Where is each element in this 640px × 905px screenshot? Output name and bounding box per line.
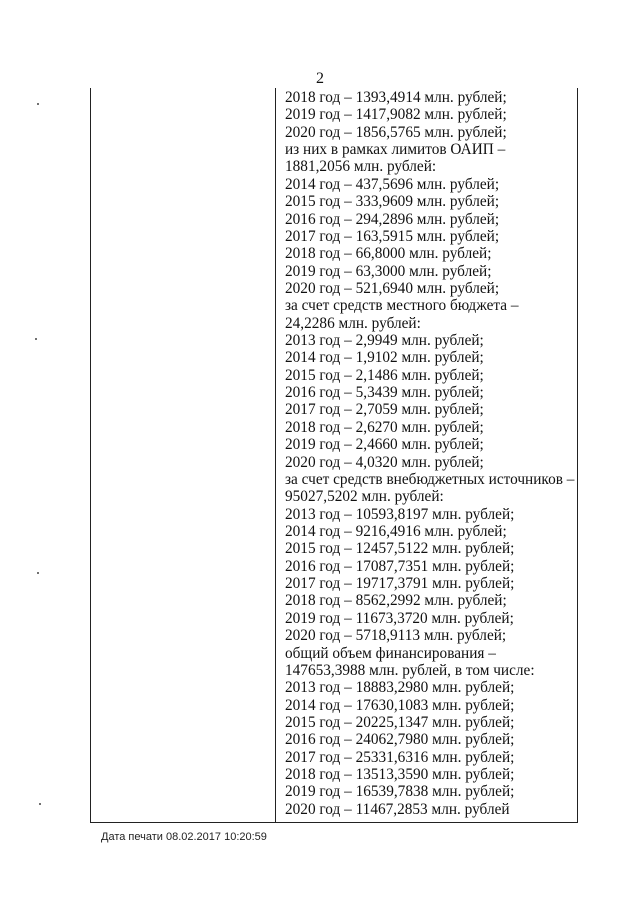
funding-details-cell	[285, 89, 577, 818]
column-divider	[275, 88, 276, 822]
funding-line: 2017 год – 25331,6316 млн. рублей;	[285, 748, 515, 766]
funding-line: 2019 год – 16539,7838 млн. рублей;	[285, 783, 515, 801]
funding-line: 2020 год – 11467,2853 млн. рублей	[285, 800, 510, 818]
funding-line: 2019 год – 11673,3720 млн. рублей;	[285, 609, 514, 627]
funding-line: 2017 год – 2,7059 млн. рублей;	[285, 401, 484, 419]
funding-line: 2018 год – 1393,4914 млн. рублей;	[285, 89, 507, 106]
funding-line: 2020 год – 4,0320 млн. рублей;	[285, 453, 484, 471]
funding-line: 2018 год – 8562,2992 млн. рублей;	[285, 592, 507, 610]
funding-line: 2014 год – 9216,4916 млн. рублей;	[285, 522, 507, 540]
funding-line: за счет средств местного бюджета –	[285, 297, 519, 315]
funding-line: 2020 год – 1856,5765 млн. рублей;	[285, 123, 507, 141]
funding-line: 2013 год – 2,9949 млн. рублей;	[285, 332, 484, 350]
funding-line: 147653,3988 млн. рублей, в том числе:	[285, 661, 535, 679]
funding-line: 2016 год – 5,3439 млн. рублей;	[285, 384, 484, 402]
scan-speck	[37, 572, 39, 574]
page-number: 2	[316, 70, 324, 87]
funding-line: 2014 год – 437,5696 млн. рублей;	[285, 175, 500, 193]
funding-line: 95027,5202 млн. рублей:	[285, 488, 444, 506]
funding-line: 2015 год – 12457,5122 млн. рублей;	[285, 540, 515, 558]
funding-line: 2019 год – 2,4660 млн. рублей;	[285, 436, 484, 454]
funding-line: 2019 год – 63,3000 млн. рублей;	[285, 262, 492, 280]
funding-line: 2015 год – 333,9609 млн. рублей;	[285, 193, 500, 211]
funding-line: за счет средств внебюджетных источников –	[285, 470, 575, 488]
funding-line: 2015 год – 20225,1347 млн. рублей;	[285, 713, 515, 731]
funding-line: 2016 год – 17087,7351 млн. рублей;	[285, 557, 515, 575]
funding-line: 2014 год – 1,9102 млн. рублей;	[285, 349, 484, 367]
funding-line: 2013 год – 18883,2980 млн. рублей;	[285, 679, 515, 697]
funding-line: 24,2286 млн. рублей:	[285, 314, 421, 332]
scan-speck	[37, 103, 39, 105]
funding-line: 2016 год – 24062,7980 млн. рублей;	[285, 731, 515, 749]
funding-line: 2020 год – 521,6940 млн. рублей;	[285, 279, 500, 297]
funding-line: 2015 год – 2,1486 млн. рублей;	[285, 366, 484, 384]
funding-line: 2018 год – 2,6270 млн. рублей;	[285, 418, 484, 436]
scan-speck	[35, 338, 37, 340]
funding-line: из них в рамках лимитов ОАИП –	[285, 141, 506, 159]
funding-line: 2014 год – 17630,1083 млн. рублей;	[285, 696, 515, 714]
funding-line: общий объем финансирования –	[285, 644, 496, 662]
funding-table	[90, 88, 578, 823]
funding-line: 1881,2056 млн. рублей:	[285, 158, 437, 176]
scan-speck	[39, 803, 41, 805]
funding-line: 2013 год – 10593,8197 млн. рублей;	[285, 505, 515, 523]
funding-line: 2018 год – 13513,3590 млн. рублей;	[285, 766, 515, 784]
print-date: Дата печати 08.02.2017 10:20:59	[101, 831, 267, 843]
funding-line: 2019 год – 1417,9082 млн. рублей;	[285, 106, 507, 124]
funding-line: 2020 год – 5718,9113 млн. рублей;	[285, 627, 507, 645]
funding-line: 2017 год – 19717,3791 млн. рублей;	[285, 575, 515, 593]
funding-line: 2016 год – 294,2896 млн. рублей;	[285, 210, 500, 228]
funding-line: 2017 год – 163,5915 млн. рублей;	[285, 227, 500, 245]
funding-line: 2018 год – 66,8000 млн. рублей;	[285, 245, 492, 263]
